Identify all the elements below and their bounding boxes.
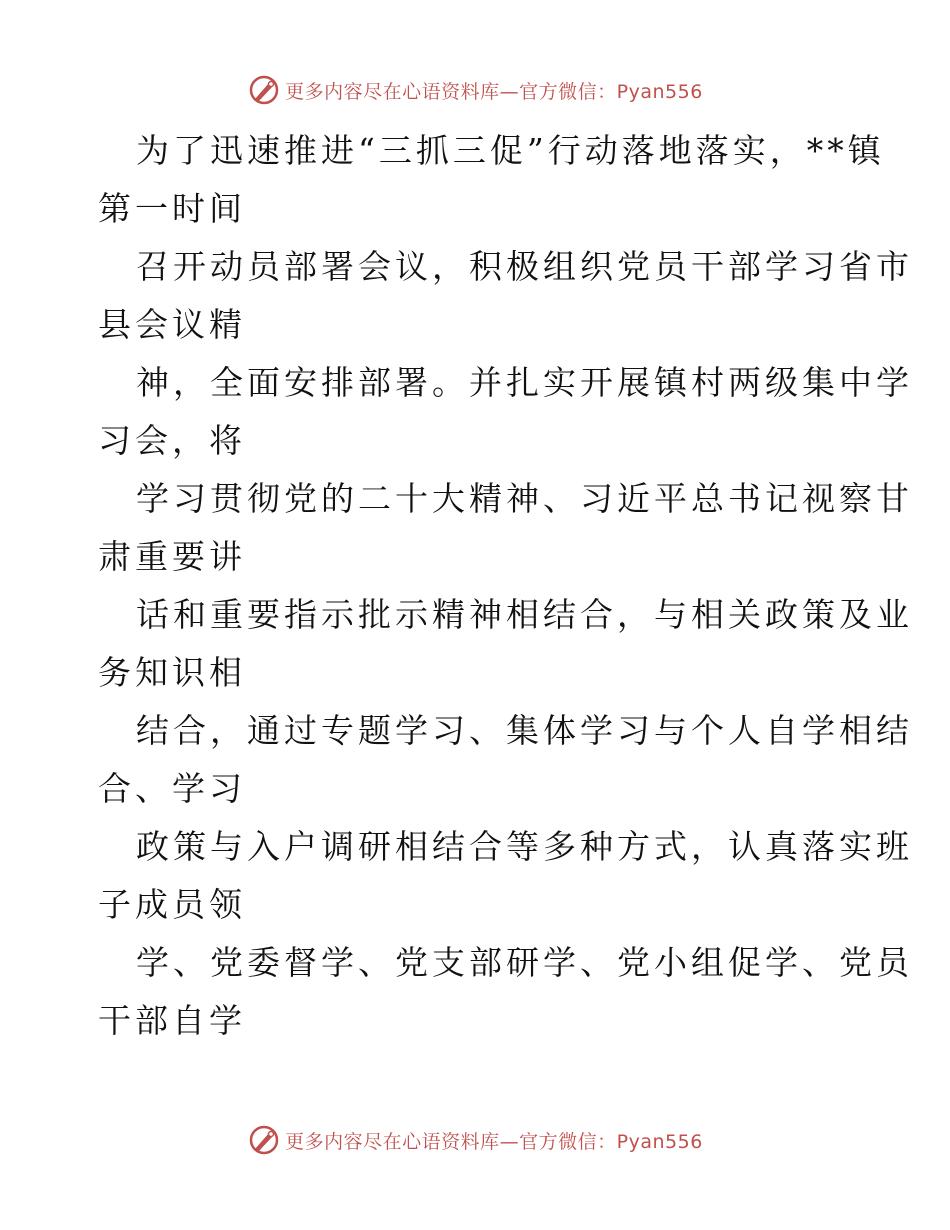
paragraph-line: 第一时间 xyxy=(98,189,246,228)
pen-nib-circle-icon xyxy=(247,73,281,107)
paragraph-line: 合、学习 xyxy=(98,769,246,808)
paragraph-line: 务知识相 xyxy=(98,653,246,692)
paragraph-line: 学习贯彻党的二十大精神、习近平总书记视察甘 xyxy=(136,479,913,518)
header-watermark xyxy=(0,70,950,110)
footer-watermark xyxy=(0,1120,950,1160)
pen-nib-circle-icon xyxy=(247,1123,281,1157)
paragraph-line: 县会议精 xyxy=(98,305,246,344)
paragraph-line: 召开动员部署会议，积极组织党员干部学习省市 xyxy=(136,247,913,286)
paragraph-line: 政策与入户调研相结合等多种方式，认真落实班 xyxy=(136,827,913,866)
paragraph-line: 肃重要讲 xyxy=(98,537,246,576)
paragraph-line: 神，全面安排部署。并扎实开展镇村两级集中学 xyxy=(136,363,913,402)
watermark-text: 更多内容尽在心语资料库—官方微信：Pyan556 xyxy=(285,1130,703,1153)
paragraph-line: 话和重要指示批示精神相结合，与相关政策及业 xyxy=(136,595,913,634)
document-body xyxy=(98,122,913,1050)
paragraph-line: 干部自学 xyxy=(98,1001,246,1040)
paragraph-line: 结合，通过专题学习、集体学习与个人自学相结 xyxy=(136,711,913,750)
paragraph-line: 习会，将 xyxy=(98,421,246,460)
paragraph-line: 为了迅速推进“三抓三促”行动落地落实，**镇 xyxy=(136,131,885,170)
paragraph-line: 学、党委督学、党支部研学、党小组促学、党员 xyxy=(136,943,913,982)
paragraph-line: 子成员领 xyxy=(98,885,246,924)
watermark-text: 更多内容尽在心语资料库—官方微信：Pyan556 xyxy=(285,80,703,103)
